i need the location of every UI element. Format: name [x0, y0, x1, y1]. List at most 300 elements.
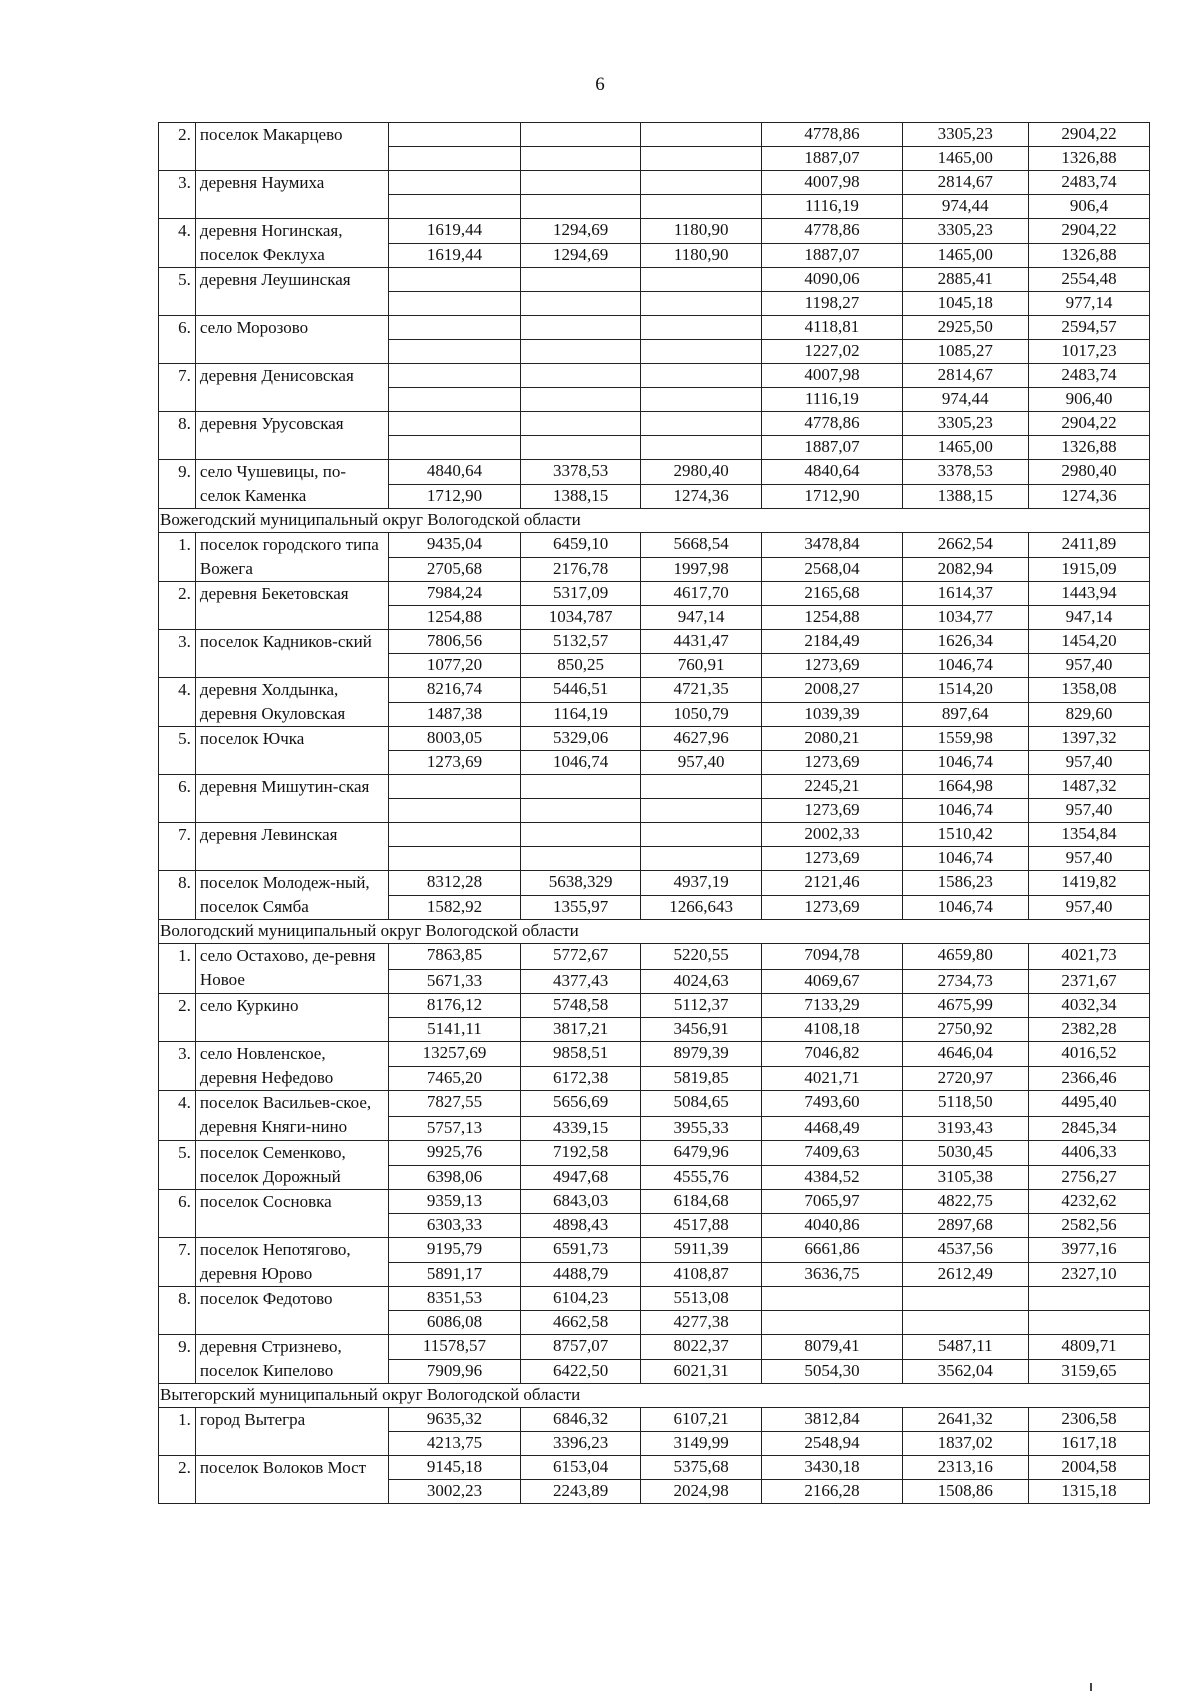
settlement-name: поселок Васильев-ское, деревня Княги-нино — [195, 1091, 388, 1141]
tariff-value: 1586,23 — [902, 871, 1028, 896]
tariff-value: 7133,29 — [762, 994, 903, 1018]
tariff-value: 1254,88 — [388, 606, 520, 630]
tariff-value: 5084,65 — [641, 1091, 762, 1117]
tariff-value: 4675,99 — [902, 994, 1028, 1018]
tariff-value: 2002,33 — [762, 823, 903, 847]
table-row — [159, 1335, 1150, 1360]
tariff-value — [388, 292, 520, 316]
tariff-value: 2080,21 — [762, 727, 903, 751]
tariff-value: 1358,08 — [1028, 678, 1149, 703]
row-number: 4. — [159, 219, 196, 268]
tariff-value: 5656,69 — [521, 1091, 641, 1117]
tariff-table — [158, 122, 1150, 1504]
tariff-value: 1397,32 — [1028, 727, 1149, 751]
row-number: 8. — [159, 871, 196, 920]
table-body — [159, 123, 1150, 1504]
row-number: 4. — [159, 1091, 196, 1141]
tariff-value — [388, 775, 520, 799]
tariff-value: 2024,98 — [641, 1480, 762, 1504]
tariff-value: 2004,58 — [1028, 1456, 1149, 1480]
tariff-value — [641, 412, 762, 436]
tariff-value: 7984,24 — [388, 582, 520, 606]
tariff-value — [521, 268, 641, 292]
tariff-value: 4232,62 — [1028, 1190, 1149, 1214]
table-row — [159, 364, 1150, 388]
tariff-value: 3977,16 — [1028, 1238, 1149, 1263]
tariff-value: 1559,98 — [902, 727, 1028, 751]
tariff-value: 974,44 — [902, 195, 1028, 219]
corner-mark — [1090, 1683, 1092, 1691]
tariff-value: 8312,28 — [388, 871, 520, 896]
tariff-value: 9435,04 — [388, 533, 520, 558]
tariff-value: 1465,00 — [902, 436, 1028, 460]
tariff-value: 5757,13 — [388, 1117, 520, 1141]
tariff-value: 1514,20 — [902, 678, 1028, 703]
tariff-value — [641, 847, 762, 871]
tariff-value: 3812,84 — [762, 1408, 903, 1432]
tariff-value: 1116,19 — [762, 388, 903, 412]
tariff-value: 4406,33 — [1028, 1141, 1149, 1166]
tariff-value: 1887,07 — [762, 243, 903, 268]
tariff-value: 6843,03 — [521, 1190, 641, 1214]
tariff-value — [641, 316, 762, 340]
row-number: 1. — [159, 533, 196, 582]
table-row — [159, 727, 1150, 751]
tariff-value: 4617,70 — [641, 582, 762, 606]
row-number: 9. — [159, 1335, 196, 1384]
tariff-value — [521, 364, 641, 388]
table-row — [159, 582, 1150, 606]
tariff-value: 1326,88 — [1028, 147, 1149, 171]
tariff-value — [1028, 1311, 1149, 1335]
tariff-value: 1294,69 — [521, 219, 641, 244]
tariff-value: 7046,82 — [762, 1042, 903, 1067]
tariff-value: 3305,23 — [902, 412, 1028, 436]
tariff-value: 3636,75 — [762, 1262, 903, 1287]
row-number: 5. — [159, 727, 196, 775]
tariff-value: 1273,69 — [762, 654, 903, 678]
tariff-value: 4277,38 — [641, 1311, 762, 1335]
tariff-value: 1326,88 — [1028, 436, 1149, 460]
tariff-value: 1315,18 — [1028, 1480, 1149, 1504]
tariff-value — [388, 340, 520, 364]
tariff-value: 906,40 — [1028, 388, 1149, 412]
tariff-value: 4937,19 — [641, 871, 762, 896]
tariff-value — [1028, 1287, 1149, 1311]
settlement-name: деревня Стризнево, поселок Кипелово — [195, 1335, 388, 1384]
tariff-value — [521, 388, 641, 412]
tariff-value: 2750,92 — [902, 1018, 1028, 1042]
table-row — [159, 533, 1150, 558]
tariff-value: 2756,27 — [1028, 1165, 1149, 1190]
tariff-value: 5748,58 — [521, 994, 641, 1018]
tariff-value: 1046,74 — [902, 654, 1028, 678]
table-row — [159, 316, 1150, 340]
tariff-value: 2705,68 — [388, 557, 520, 582]
tariff-value: 8176,12 — [388, 994, 520, 1018]
tariff-value: 1046,74 — [521, 751, 641, 775]
tariff-value: 8022,37 — [641, 1335, 762, 1360]
tariff-value: 1487,32 — [1028, 775, 1149, 799]
tariff-value: 2904,22 — [1028, 219, 1149, 244]
tariff-value: 4517,88 — [641, 1214, 762, 1238]
tariff-value: 4662,58 — [521, 1311, 641, 1335]
tariff-value: 2814,67 — [902, 364, 1028, 388]
tariff-value: 957,40 — [1028, 847, 1149, 871]
tariff-value: 9925,76 — [388, 1141, 520, 1166]
tariff-value — [902, 1311, 1028, 1335]
tariff-value — [641, 268, 762, 292]
tariff-value: 5487,11 — [902, 1335, 1028, 1360]
settlement-name: деревня Бекетовская — [195, 582, 388, 630]
settlement-name: поселок Молодеж-ный, поселок Сямба — [195, 871, 388, 920]
tariff-value: 1454,20 — [1028, 630, 1149, 654]
tariff-value: 3159,65 — [1028, 1359, 1149, 1384]
tariff-value: 4007,98 — [762, 171, 903, 195]
tariff-value: 4537,56 — [902, 1238, 1028, 1263]
tariff-value: 2662,54 — [902, 533, 1028, 558]
tariff-value — [521, 436, 641, 460]
tariff-value: 1046,74 — [902, 895, 1028, 920]
tariff-value: 2925,50 — [902, 316, 1028, 340]
settlement-name: поселок Сосновка — [195, 1190, 388, 1238]
tariff-value: 4721,35 — [641, 678, 762, 703]
tariff-value: 1164,19 — [521, 702, 641, 727]
tariff-value: 3955,33 — [641, 1117, 762, 1141]
tariff-value — [388, 171, 520, 195]
table-row — [159, 775, 1150, 799]
tariff-value: 1046,74 — [902, 799, 1028, 823]
tariff-value — [388, 268, 520, 292]
tariff-value: 4822,75 — [902, 1190, 1028, 1214]
tariff-value: 1039,39 — [762, 702, 903, 727]
settlement-name: поселок Федотово — [195, 1287, 388, 1335]
row-number: 3. — [159, 171, 196, 219]
tariff-value: 7409,63 — [762, 1141, 903, 1166]
tariff-value — [641, 195, 762, 219]
tariff-value: 13257,69 — [388, 1042, 520, 1067]
tariff-value: 2371,67 — [1028, 970, 1149, 994]
tariff-value: 1617,18 — [1028, 1432, 1149, 1456]
tariff-value: 1274,36 — [1028, 484, 1149, 509]
tariff-value: 4840,64 — [762, 460, 903, 485]
row-number: 7. — [159, 823, 196, 871]
tariff-value: 5819,85 — [641, 1066, 762, 1091]
tariff-value: 1887,07 — [762, 436, 903, 460]
settlement-name: деревня Мишутин-ская — [195, 775, 388, 823]
tariff-value: 4778,86 — [762, 219, 903, 244]
tariff-value: 2904,22 — [1028, 412, 1149, 436]
tariff-value: 1465,00 — [902, 243, 1028, 268]
tariff-value: 5911,39 — [641, 1238, 762, 1263]
tariff-value: 1046,74 — [902, 847, 1028, 871]
tariff-value: 957,40 — [1028, 751, 1149, 775]
row-number: 6. — [159, 316, 196, 364]
tariff-value: 2594,57 — [1028, 316, 1149, 340]
table-row — [159, 823, 1150, 847]
tariff-value — [388, 123, 520, 147]
tariff-value: 4069,67 — [762, 970, 903, 994]
tariff-value: 3002,23 — [388, 1480, 520, 1504]
table-row — [159, 219, 1150, 244]
tariff-value: 9635,32 — [388, 1408, 520, 1432]
tariff-value: 1180,90 — [641, 243, 762, 268]
tariff-value: 6107,21 — [641, 1408, 762, 1432]
tariff-value: 4021,71 — [762, 1066, 903, 1091]
tariff-value: 4024,63 — [641, 970, 762, 994]
tariff-value: 3430,18 — [762, 1456, 903, 1480]
tariff-value: 5317,09 — [521, 582, 641, 606]
tariff-value: 829,60 — [1028, 702, 1149, 727]
tariff-value: 5132,57 — [521, 630, 641, 654]
tariff-value: 3105,38 — [902, 1165, 1028, 1190]
tariff-value: 7065,97 — [762, 1190, 903, 1214]
tariff-value: 1273,69 — [762, 895, 903, 920]
tariff-value — [902, 1287, 1028, 1311]
tariff-value: 850,25 — [521, 654, 641, 678]
tariff-value: 7909,96 — [388, 1359, 520, 1384]
tariff-value: 1273,69 — [762, 751, 903, 775]
tariff-value: 2165,68 — [762, 582, 903, 606]
tariff-value: 9858,51 — [521, 1042, 641, 1067]
tariff-value: 2327,10 — [1028, 1262, 1149, 1287]
tariff-value: 1273,69 — [762, 847, 903, 871]
tariff-value: 1355,97 — [521, 895, 641, 920]
tariff-value: 4108,87 — [641, 1262, 762, 1287]
tariff-value: 2814,67 — [902, 171, 1028, 195]
tariff-value: 4555,76 — [641, 1165, 762, 1190]
tariff-value: 7094,78 — [762, 944, 903, 970]
tariff-value: 4627,96 — [641, 727, 762, 751]
settlement-name: деревня Денисовская — [195, 364, 388, 412]
section-title: Вожегодский муниципальный округ Вологодской области — [159, 509, 1150, 533]
tariff-value: 4007,98 — [762, 364, 903, 388]
tariff-value: 8079,41 — [762, 1335, 903, 1360]
tariff-value: 2483,74 — [1028, 171, 1149, 195]
tariff-value — [521, 316, 641, 340]
tariff-value: 1915,09 — [1028, 557, 1149, 582]
tariff-value — [388, 823, 520, 847]
tariff-value: 1017,23 — [1028, 340, 1149, 364]
tariff-value: 3305,23 — [902, 219, 1028, 244]
tariff-value: 1273,69 — [388, 751, 520, 775]
tariff-value: 9195,79 — [388, 1238, 520, 1263]
tariff-value: 2568,04 — [762, 557, 903, 582]
table-row — [159, 1287, 1150, 1311]
table-row — [159, 630, 1150, 654]
tariff-value: 1326,88 — [1028, 243, 1149, 268]
tariff-value: 3456,91 — [641, 1018, 762, 1042]
tariff-value: 8979,39 — [641, 1042, 762, 1067]
table-row — [159, 994, 1150, 1018]
tariff-value: 1388,15 — [902, 484, 1028, 509]
tariff-value: 2554,48 — [1028, 268, 1149, 292]
tariff-value: 2245,21 — [762, 775, 903, 799]
settlement-name: деревня Левинская — [195, 823, 388, 871]
tariff-value: 1619,44 — [388, 219, 520, 244]
tariff-value: 5112,37 — [641, 994, 762, 1018]
tariff-value: 7827,55 — [388, 1091, 520, 1117]
row-number: 8. — [159, 1287, 196, 1335]
tariff-value — [388, 147, 520, 171]
tariff-value — [641, 436, 762, 460]
tariff-value: 5446,51 — [521, 678, 641, 703]
tariff-value: 2184,49 — [762, 630, 903, 654]
tariff-value: 3149,99 — [641, 1432, 762, 1456]
tariff-value: 2243,89 — [521, 1480, 641, 1504]
tariff-value — [521, 775, 641, 799]
tariff-value — [641, 123, 762, 147]
tariff-value: 8351,53 — [388, 1287, 520, 1311]
tariff-value: 4032,34 — [1028, 994, 1149, 1018]
tariff-value: 3378,53 — [521, 460, 641, 485]
tariff-value — [388, 436, 520, 460]
tariff-value: 6172,38 — [521, 1066, 641, 1091]
tariff-value: 2641,32 — [902, 1408, 1028, 1432]
table-row — [159, 412, 1150, 436]
tariff-value: 6153,04 — [521, 1456, 641, 1480]
tariff-value — [521, 412, 641, 436]
tariff-value: 1508,86 — [902, 1480, 1028, 1504]
tariff-value: 2612,49 — [902, 1262, 1028, 1287]
tariff-value — [388, 316, 520, 340]
tariff-value: 1354,84 — [1028, 823, 1149, 847]
tariff-value: 1997,98 — [641, 557, 762, 582]
table-row — [159, 871, 1150, 896]
tariff-value: 4021,73 — [1028, 944, 1149, 970]
tariff-value: 947,14 — [1028, 606, 1149, 630]
tariff-value — [521, 340, 641, 364]
tariff-value: 2166,28 — [762, 1480, 903, 1504]
tariff-value: 11578,57 — [388, 1335, 520, 1360]
tariff-value — [521, 292, 641, 316]
tariff-value: 2885,41 — [902, 268, 1028, 292]
tariff-value: 1837,02 — [902, 1432, 1028, 1456]
row-number: 2. — [159, 582, 196, 630]
tariff-value — [521, 195, 641, 219]
tariff-value: 6086,08 — [388, 1311, 520, 1335]
tariff-value: 7192,58 — [521, 1141, 641, 1166]
tariff-value: 4213,75 — [388, 1432, 520, 1456]
tariff-value: 2980,40 — [641, 460, 762, 485]
tariff-value: 6846,32 — [521, 1408, 641, 1432]
tariff-value: 1266,643 — [641, 895, 762, 920]
tariff-value: 1582,92 — [388, 895, 520, 920]
tariff-value: 1443,94 — [1028, 582, 1149, 606]
tariff-value: 5671,33 — [388, 970, 520, 994]
tariff-value: 5329,06 — [521, 727, 641, 751]
row-number: 1. — [159, 944, 196, 994]
tariff-value: 4118,81 — [762, 316, 903, 340]
tariff-value: 2008,27 — [762, 678, 903, 703]
tariff-value: 4108,18 — [762, 1018, 903, 1042]
tariff-value: 4778,86 — [762, 123, 903, 147]
tariff-value: 4431,47 — [641, 630, 762, 654]
tariff-value: 6021,31 — [641, 1359, 762, 1384]
tariff-value — [762, 1287, 903, 1311]
tariff-value — [521, 147, 641, 171]
table-row — [159, 944, 1150, 970]
tariff-value: 6184,68 — [641, 1190, 762, 1214]
tariff-value: 977,14 — [1028, 292, 1149, 316]
section-title: Вытегорский муниципальный округ Вологодской области — [159, 1384, 1150, 1408]
table-row — [159, 1456, 1150, 1480]
tariff-value: 5668,54 — [641, 533, 762, 558]
tariff-value: 1273,69 — [762, 799, 903, 823]
tariff-value: 2313,16 — [902, 1456, 1028, 1480]
tariff-value — [641, 147, 762, 171]
table-row — [159, 1141, 1150, 1166]
settlement-name: деревня Ногинская, поселок Феклуха — [195, 219, 388, 268]
row-number: 2. — [159, 123, 196, 171]
tariff-value: 6591,73 — [521, 1238, 641, 1263]
row-number: 1. — [159, 1408, 196, 1456]
tariff-value: 4840,64 — [388, 460, 520, 485]
tariff-value — [388, 412, 520, 436]
tariff-value: 1712,90 — [762, 484, 903, 509]
tariff-value: 4339,15 — [521, 1117, 641, 1141]
tariff-value — [388, 799, 520, 823]
row-number: 9. — [159, 460, 196, 509]
tariff-value: 4468,49 — [762, 1117, 903, 1141]
table-row — [159, 171, 1150, 195]
tariff-value: 1664,98 — [902, 775, 1028, 799]
settlement-name: деревня Наумиха — [195, 171, 388, 219]
tariff-value: 897,64 — [902, 702, 1028, 727]
settlement-name: село Чушевицы, по-селок Каменка — [195, 460, 388, 509]
tariff-value: 3396,23 — [521, 1432, 641, 1456]
tariff-value: 6459,10 — [521, 533, 641, 558]
tariff-value: 1034,787 — [521, 606, 641, 630]
settlement-name: поселок Кадников-ский — [195, 630, 388, 678]
tariff-value: 1116,19 — [762, 195, 903, 219]
tariff-value — [762, 1311, 903, 1335]
tariff-value — [521, 799, 641, 823]
tariff-value: 1614,37 — [902, 582, 1028, 606]
tariff-value — [388, 364, 520, 388]
tariff-value: 4778,86 — [762, 412, 903, 436]
settlement-name: село Новленское, деревня Нефедово — [195, 1042, 388, 1091]
settlement-name: деревня Холдынка, деревня Окуловская — [195, 678, 388, 727]
section-title: Вологодский муниципальный округ Вологодской области — [159, 920, 1150, 944]
tariff-value: 3562,04 — [902, 1359, 1028, 1384]
settlement-name: село Остахово, де-ревня Новое — [195, 944, 388, 994]
tariff-value: 1077,20 — [388, 654, 520, 678]
tariff-value: 5054,30 — [762, 1359, 903, 1384]
row-number: 5. — [159, 268, 196, 316]
tariff-value: 2082,94 — [902, 557, 1028, 582]
settlement-name: город Вытегра — [195, 1408, 388, 1456]
tariff-value: 4040,86 — [762, 1214, 903, 1238]
tariff-value: 7863,85 — [388, 944, 520, 970]
tariff-value: 5772,67 — [521, 944, 641, 970]
section-row — [159, 509, 1150, 533]
settlement-name: поселок Непотягово, деревня Юрово — [195, 1238, 388, 1287]
tariff-value: 974,44 — [902, 388, 1028, 412]
tariff-value: 1510,42 — [902, 823, 1028, 847]
tariff-value — [521, 847, 641, 871]
row-number: 3. — [159, 1042, 196, 1091]
settlement-name: поселок Ючка — [195, 727, 388, 775]
tariff-value: 4016,52 — [1028, 1042, 1149, 1067]
row-number: 2. — [159, 1456, 196, 1504]
tariff-value: 906,4 — [1028, 195, 1149, 219]
table-row — [159, 460, 1150, 485]
row-number: 8. — [159, 412, 196, 460]
tariff-value: 1294,69 — [521, 243, 641, 268]
tariff-value: 6104,23 — [521, 1287, 641, 1311]
tariff-value: 8216,74 — [388, 678, 520, 703]
